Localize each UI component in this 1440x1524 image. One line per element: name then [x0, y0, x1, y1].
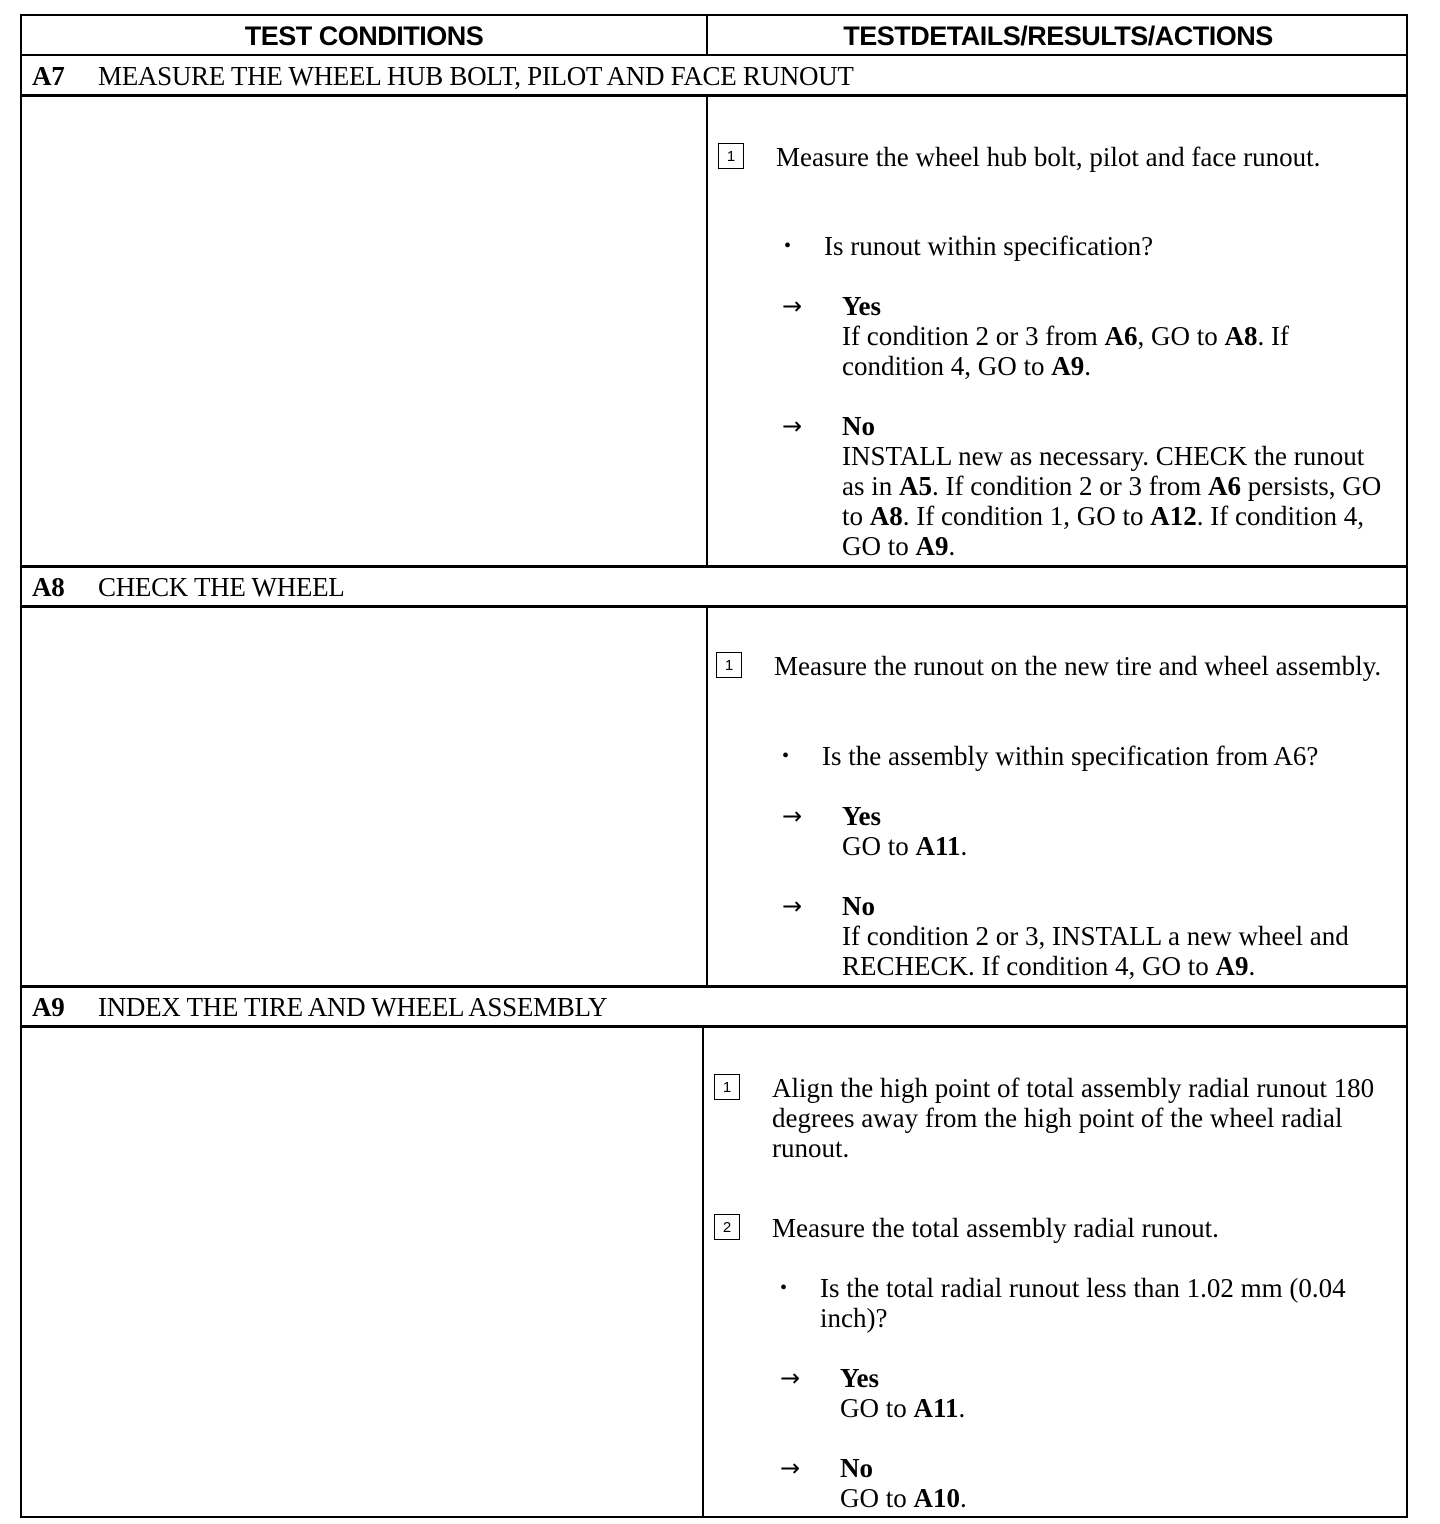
- question-a9: [780, 1273, 1390, 1337]
- answer-text: GO to A10.: [840, 1483, 967, 1513]
- step-number: 1: [718, 143, 744, 169]
- bullet-icon: •: [782, 745, 790, 767]
- question-a7: [784, 231, 1394, 265]
- arrow-right-icon: →: [782, 802, 803, 830]
- answer-label: Yes: [842, 801, 881, 831]
- step-reference: A9: [915, 531, 949, 561]
- divider: [22, 54, 1406, 56]
- section-title-a8: [32, 569, 344, 605]
- section-id: A9: [32, 992, 65, 1022]
- answer-yes-a7: [782, 291, 1392, 387]
- arrow-right-icon: →: [782, 892, 803, 920]
- step-a9-2: [714, 1213, 1398, 1247]
- step-text: Measure the runout on the new tire and wheel assembly.: [774, 651, 1382, 681]
- divider: [22, 605, 1406, 608]
- question-text: Is the assembly within specification from A6?: [822, 741, 1319, 771]
- question-text: Is runout within specification?: [824, 231, 1154, 261]
- answer-yes-a8: [782, 801, 1392, 865]
- section-title: MEASURE THE WHEEL HUB BOLT, PILOT AND FACE RUNOUT: [98, 61, 854, 91]
- answer-text: If condition 2 or 3, INSTALL a new wheel and RECHECK. If condition 4, GO to A9.: [842, 921, 1349, 981]
- step-number: 1: [714, 1074, 740, 1100]
- question-a8: [782, 741, 1392, 775]
- question-text: Is the total radial runout less than 1.02 mm (0.04 inch)?: [820, 1273, 1346, 1333]
- answer-no-a9: [780, 1453, 1390, 1517]
- step-reference: A12: [1150, 501, 1197, 531]
- divider: [22, 985, 1406, 988]
- section-title-a9: [32, 989, 607, 1025]
- section-id: A8: [32, 572, 65, 602]
- step-number: 2: [714, 1214, 740, 1240]
- answer-label: No: [842, 411, 875, 441]
- arrow-right-icon: →: [782, 292, 803, 320]
- answer-text: If condition 2 or 3 from A6, GO to A8. If condition 4, GO to A9.: [842, 321, 1289, 381]
- step-reference: A9: [1215, 951, 1249, 981]
- step-number: 1: [716, 652, 742, 678]
- step-reference: A8: [1224, 321, 1258, 351]
- answer-yes-a9: [780, 1363, 1390, 1427]
- step-reference: A8: [869, 501, 903, 531]
- step-text: Measure the wheel hub bolt, pilot and face runout.: [776, 142, 1321, 172]
- answer-label: Yes: [840, 1363, 879, 1393]
- divider: [22, 1025, 1406, 1028]
- step-text: Align the high point of total assembly radial runout 180 degrees away from the high point of the wheel radial runout.: [772, 1073, 1375, 1163]
- step-a7-1: [718, 142, 1398, 176]
- step-a8-1: [716, 651, 1396, 715]
- column-divider: [702, 1027, 704, 1518]
- bullet-icon: •: [780, 1277, 788, 1299]
- step-reference: A6: [1207, 471, 1241, 501]
- divider: [22, 565, 1406, 568]
- arrow-right-icon: →: [780, 1364, 801, 1392]
- section-id: A7: [32, 61, 65, 91]
- answer-text: INSTALL new as necessary. CHECK the runout as in A5. If condition 2 or 3 from A6 persists, GO to A8. If condition 1, GO to A12. If condition 4, GO to A9.: [842, 441, 1382, 561]
- step-reference: A10: [913, 1483, 960, 1513]
- header-test-details: TESTDETAILS/RESULTS/ACTIONS: [843, 21, 1273, 51]
- step-reference: A11: [913, 1393, 959, 1423]
- divider: [22, 94, 1406, 97]
- arrow-right-icon: →: [780, 1454, 801, 1482]
- column-divider: [706, 607, 708, 986]
- answer-no-a7: [782, 411, 1392, 563]
- step-reference: A9: [1051, 351, 1085, 381]
- column-divider: [706, 96, 708, 566]
- step-reference: A5: [899, 471, 932, 501]
- header-test-conditions: TEST CONDITIONS: [244, 21, 484, 51]
- step-text: Measure the total assembly radial runout.: [772, 1213, 1219, 1243]
- step-a9-1: [714, 1073, 1398, 1167]
- answer-text: GO to A11.: [842, 831, 968, 861]
- answer-label: Yes: [842, 291, 881, 321]
- answer-label: No: [842, 891, 875, 921]
- answer-text: GO to A11.: [840, 1393, 966, 1423]
- section-title-a7: [32, 58, 854, 94]
- diagnostic-table: [20, 14, 1408, 1518]
- step-reference: A11: [915, 831, 961, 861]
- column-divider: [706, 16, 708, 56]
- answer-label: No: [840, 1453, 873, 1483]
- bullet-icon: •: [784, 235, 792, 257]
- section-title: INDEX THE TIRE AND WHEEL ASSEMBLY: [98, 992, 608, 1022]
- step-reference: A6: [1104, 321, 1138, 351]
- arrow-right-icon: →: [782, 412, 803, 440]
- answer-no-a8: [782, 891, 1392, 985]
- section-title: CHECK THE WHEEL: [98, 572, 345, 602]
